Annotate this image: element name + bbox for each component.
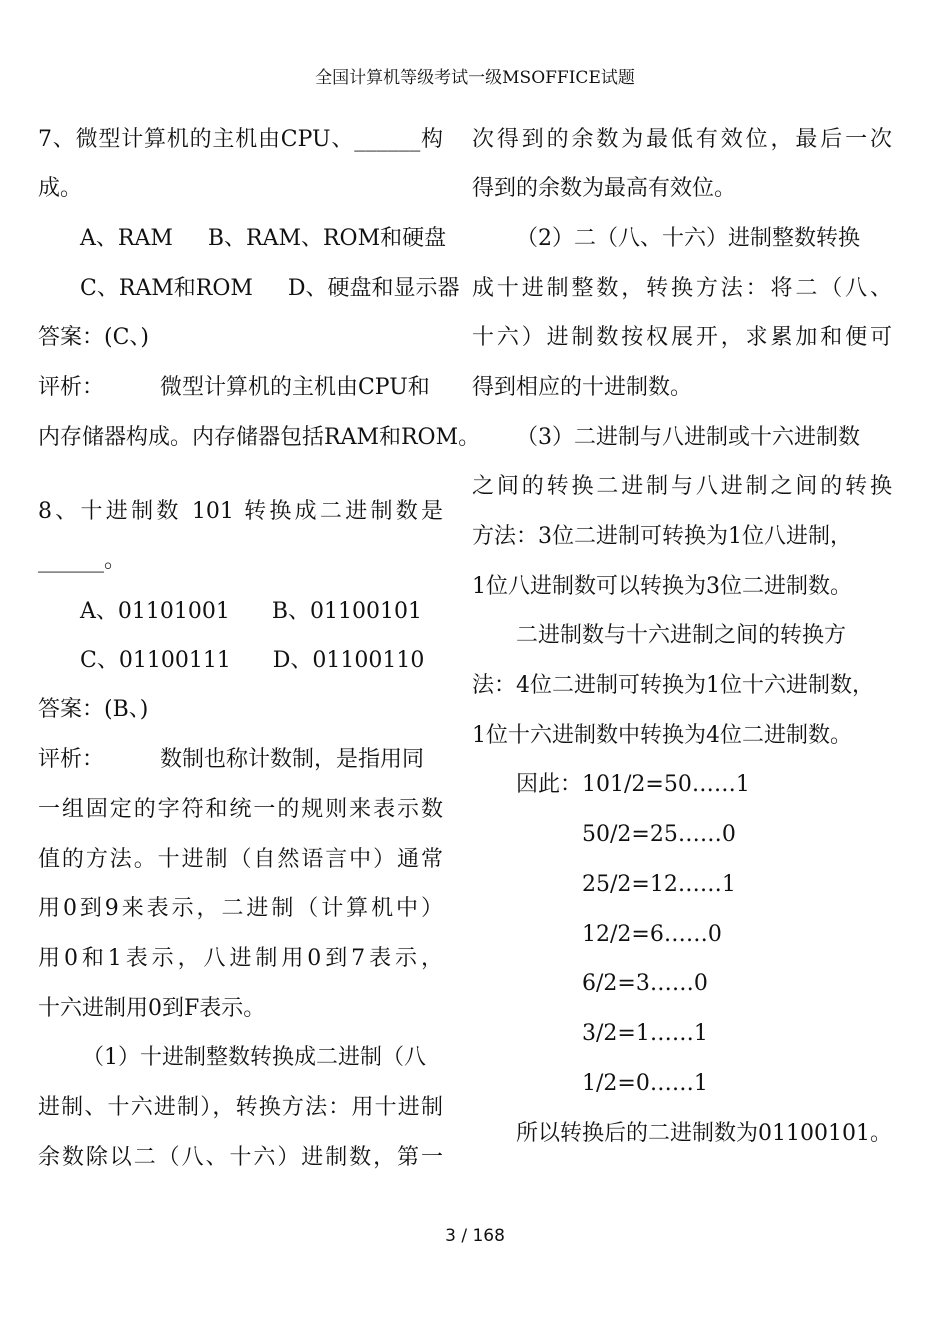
conversion-rule-1-line-4: 次得到的余数为最低有效位，最后一次	[472, 127, 892, 152]
conversion-rule-1-line-5: 得到的余数为最高有效位。	[472, 176, 737, 201]
conversion-rule-2-line-2: 成十进制整数，转换方法：将二（八、	[472, 276, 892, 301]
question-7-answer: 答案：(C、)	[38, 325, 149, 350]
question-8-options-cd: C、01100111 D、01100110	[80, 648, 425, 673]
conversion-rule-1-line-2: 进制、十六进制），转换方法：用十进制	[38, 1095, 443, 1120]
conversion-rule-3-line-2: 之间的转换二进制与八进制之间的转换	[472, 474, 892, 499]
conversion-rule-4-line-1: 二进制数与十六进制之间的转换方	[516, 623, 847, 648]
conversion-rule-3-line-3: 方法：3位二进制可转换为1位八进制，	[472, 524, 852, 549]
conversion-rule-1-line-3: 余数除以二（八、十六）进制数，第一	[38, 1145, 443, 1170]
question-7-line-1: 7、微型计算机的主机由CPU、______构	[38, 127, 443, 152]
conversion-rule-3-line-1: （3）二进制与八进制或十六进制数	[516, 425, 860, 450]
division-step-4: 12/2=6……0	[582, 922, 722, 947]
conclusion-line: 所以转换后的二进制数为01100101。	[516, 1121, 892, 1146]
page-header: 全国计算机等级考试一级MSOFFICE试题	[315, 68, 635, 88]
question-8-line-2: ______。	[38, 548, 127, 573]
conversion-rule-4-line-2: 法：4位二进制可转换为1位十六进制数，	[472, 673, 874, 698]
question-7-analysis-line-1: 评析： 微型计算机的主机由CPU和	[38, 375, 430, 400]
question-8-analysis-line-3: 值的方法。十进制（自然语言中）通常	[38, 847, 443, 872]
page-number: 3 / 168	[445, 1226, 505, 1246]
question-8-analysis-line-1: 评析： 数制也称计数制，是指用同	[38, 747, 424, 772]
question-8-analysis-line-6: 十六进制用0到F表示。	[38, 996, 266, 1021]
question-8-line-1: 8、十进制数 101 转换成二进制数是	[38, 499, 443, 524]
conversion-rule-2-line-1: （2）二（八、十六）进制整数转换	[516, 226, 860, 251]
conversion-rule-3-line-4: 1位八进制数可以转换为3位二进制数。	[472, 574, 852, 599]
conversion-rule-4-line-3: 1位十六进制数中转换为4位二进制数。	[472, 723, 852, 748]
division-step-3: 25/2=12……1	[582, 872, 736, 897]
conversion-rule-1-line-1: （1）十进制整数转换成二进制（八	[82, 1045, 426, 1070]
division-step-5: 6/2=3……0	[582, 971, 708, 996]
question-7-options-cd: C、RAM和ROM D、硬盘和显示器	[80, 276, 460, 301]
question-7-options-ab: A、RAM B、RAM、ROM和硬盘	[80, 226, 447, 251]
division-step-2: 50/2=25……0	[582, 822, 736, 847]
question-8-analysis-line-4: 用0到9来表示，二进制（计算机中）	[38, 896, 443, 921]
division-step-1: 因此：101/2=50……1	[516, 772, 750, 797]
question-7-analysis-line-2: 内存储器构成。内存储器包括RAM和ROM。	[38, 425, 481, 450]
question-8-options-ab: A、01101001 B、01100101	[80, 599, 422, 624]
question-8-analysis-line-5: 用0和1表示，八进制用0到7表示，	[38, 946, 443, 971]
division-step-7: 1/2=0……1	[582, 1071, 708, 1096]
conversion-rule-2-line-4: 得到相应的十进制数。	[472, 375, 693, 400]
question-8-analysis-line-2: 一组固定的字符和统一的规则来表示数	[38, 797, 443, 822]
question-7-line-2: 成。	[38, 176, 83, 201]
conversion-rule-2-line-3: 十六）进制数按权展开，求累加和便可	[472, 325, 892, 350]
question-8-answer: 答案：(B、)	[38, 697, 149, 722]
division-step-6: 3/2=1……1	[582, 1021, 708, 1046]
